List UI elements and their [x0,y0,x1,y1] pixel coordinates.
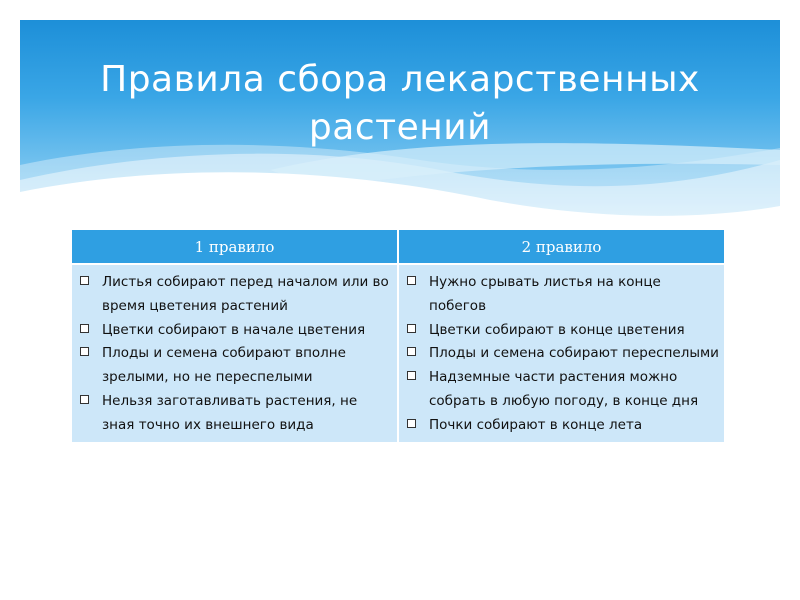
table-header-row [72,230,724,264]
list-item [78,342,393,390]
list-item-text: Нельзя заготавливать растения, не зная точно их внешнего вида [102,392,358,433]
rules-table [72,230,724,442]
checkbox-square-icon [407,371,416,380]
rule-1-cell [72,264,398,442]
rule-2-list [405,271,720,438]
list-item-text: Плоды и семена собирают вполне зрелыми, но не переспелыми [102,345,346,386]
list-item [78,271,393,319]
list-item [78,319,393,343]
checkbox-square-icon [407,419,416,428]
list-item [405,366,720,414]
list-item-text: Цветки собирают в начале цветения [102,321,366,338]
checkbox-square-icon [80,324,89,333]
list-item [405,414,720,438]
list-item [78,390,393,438]
checkbox-square-icon [80,395,89,404]
title-banner [20,20,780,242]
checkbox-square-icon [407,324,416,333]
rule-1-list [78,271,393,438]
table-row [72,264,724,442]
rule-2-cell [398,264,724,442]
list-item-text: Плоды и семена собирают переспелыми [429,345,719,362]
checkbox-square-icon [80,347,89,356]
column-header-rule-2: 2 правило [398,230,724,264]
list-item-text: Нужно срывать листья на конце побегов [429,274,661,314]
list-item-text: Надземные части растения можно собрать в любую погоду, в конце дня [429,369,699,409]
list-item [405,342,720,366]
list-item-text: Цветки собирают в конце цветения [429,321,685,338]
list-item [405,319,720,343]
checkbox-square-icon [407,347,416,356]
column-header-rule-1: 1 правило [72,230,398,264]
list-item-text: Листья собирают перед началом или во время цветения растений [102,274,389,314]
title-line-1: Правила сбора лекарственных [100,59,700,100]
list-item [405,271,720,319]
list-item-text: Почки собирают в конце лета [429,416,643,433]
page-title [20,56,780,152]
title-line-2: растений [308,107,492,148]
checkbox-square-icon [407,276,416,285]
checkbox-square-icon [80,276,89,285]
